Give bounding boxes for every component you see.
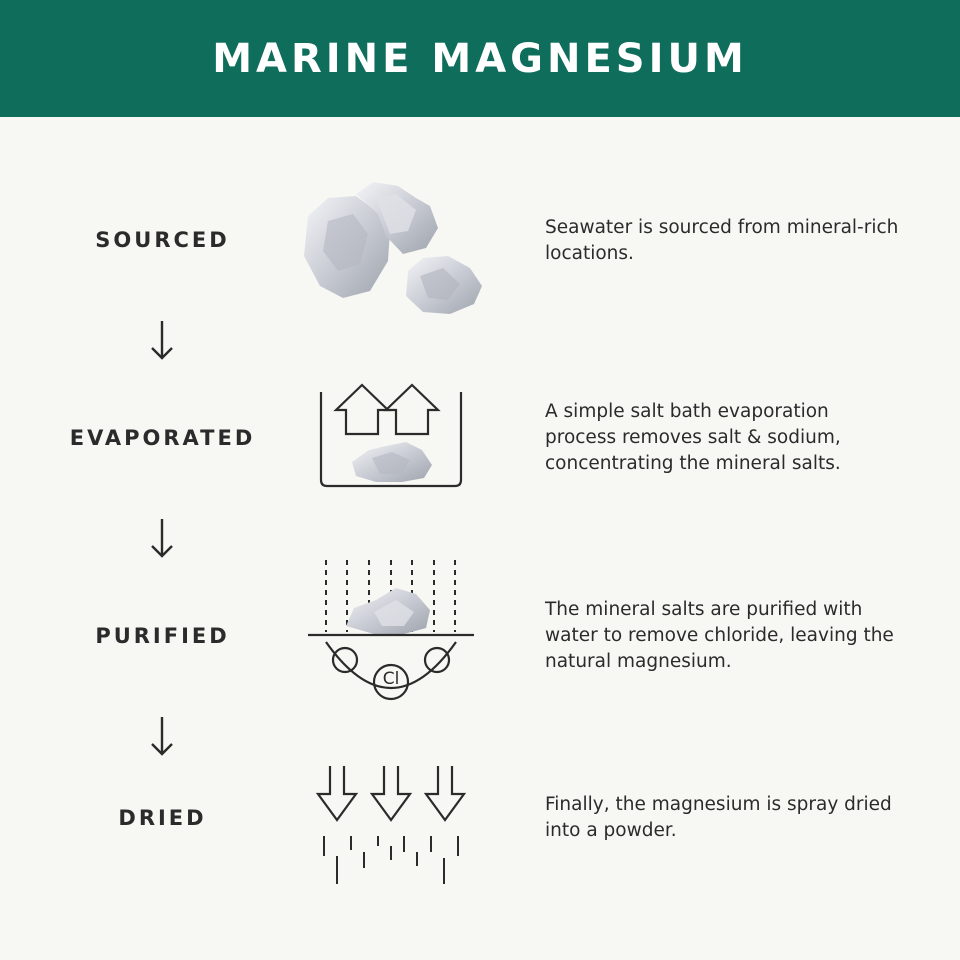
step-description-evaporated: A simple salt bath evaporation process removes salt & sodium, concentrating the mineral salts. xyxy=(545,401,841,474)
step-label-evaporated: EVAPORATED xyxy=(69,426,256,450)
step-label-dried: DRIED xyxy=(118,806,207,830)
down-arrow-icon xyxy=(148,714,176,758)
step-description-sourced: Seawater is sourced from mineral-rich locations. xyxy=(545,217,899,264)
spray-dry-icon xyxy=(314,764,470,888)
step-label-sourced: SOURCED xyxy=(95,228,230,252)
salt-crystals-icon xyxy=(298,176,488,321)
header-banner xyxy=(0,0,960,117)
evaporation-bath-icon xyxy=(314,380,470,492)
step-label-purified: PURIFIED xyxy=(95,624,230,648)
step-description-purified: The mineral salts are purified with water to remove chloride, leaving the natural magnesium. xyxy=(545,599,894,672)
down-arrow-icon xyxy=(148,516,176,560)
page-title: MARINE MAGNESIUM xyxy=(212,35,748,82)
down-arrow-icon xyxy=(148,318,176,362)
chloride-symbol: Cl xyxy=(382,669,400,689)
step-description-dried: Finally, the magnesium is spray dried into a powder. xyxy=(545,794,892,841)
